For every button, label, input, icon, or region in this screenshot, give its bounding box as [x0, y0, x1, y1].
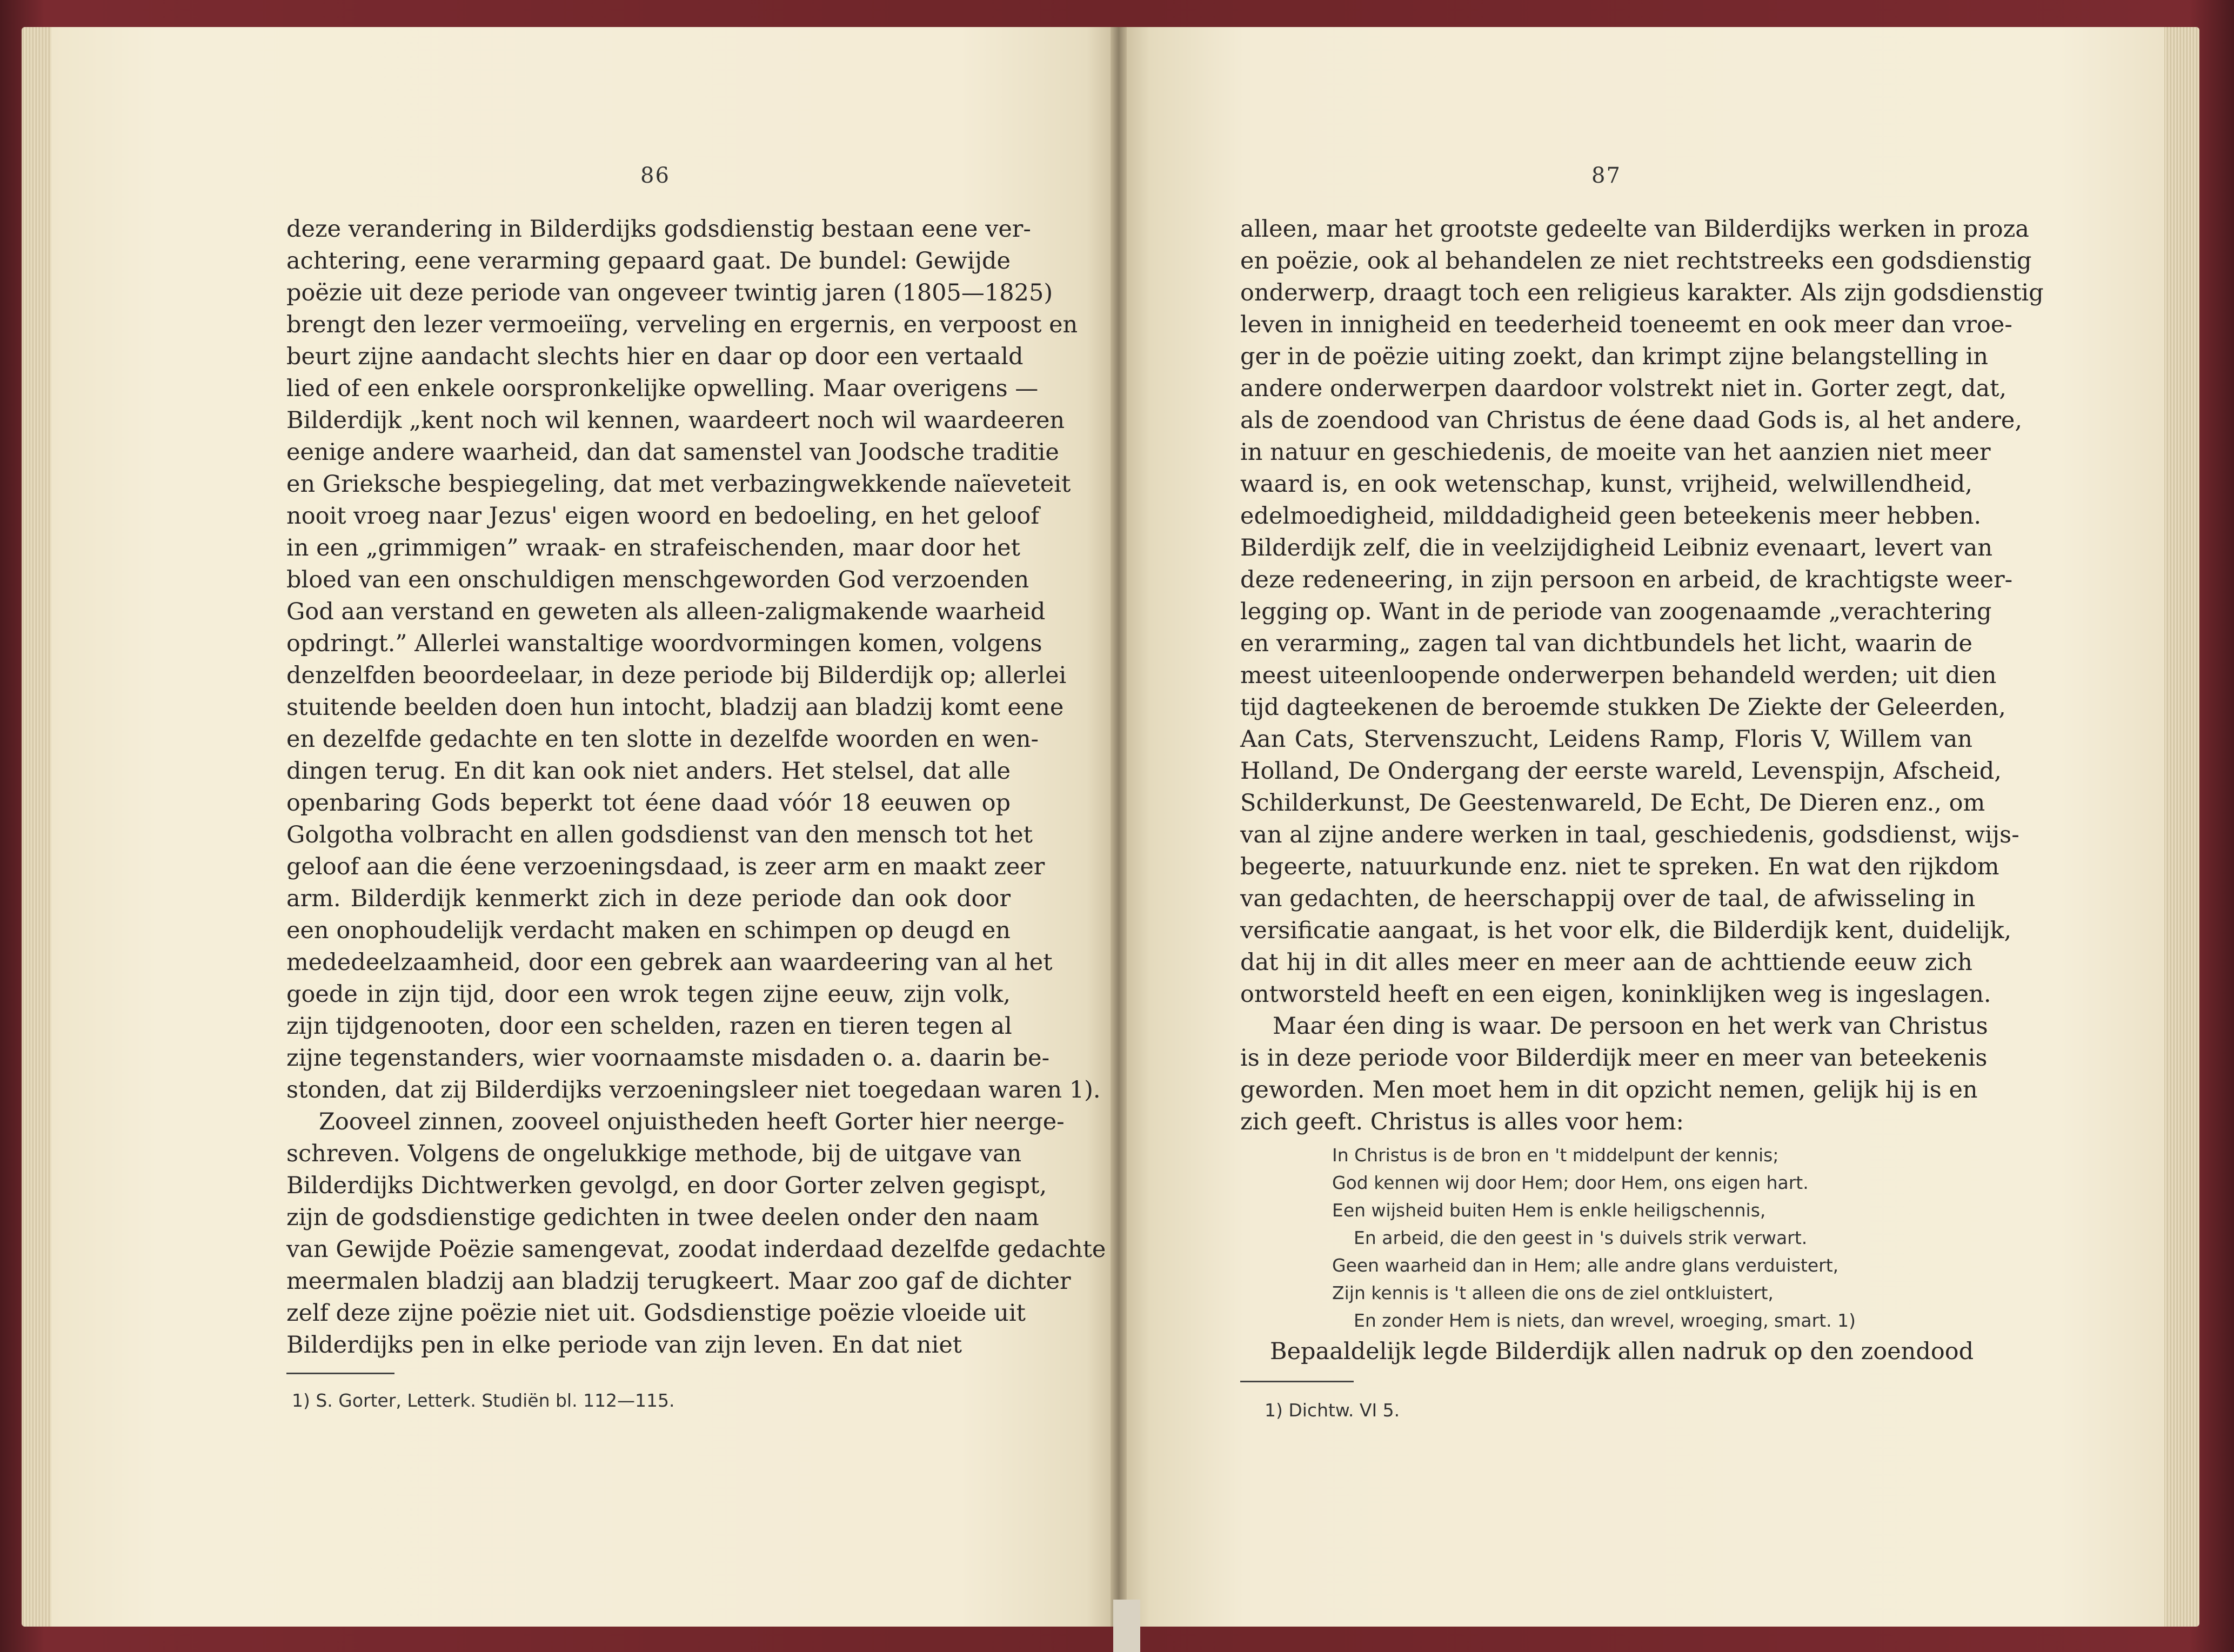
text-line: en verarming„ zagen tal van dichtbundels het licht, waarin de — [1240, 630, 1972, 657]
text-line: achtering, eene verarming gepaard gaat. De bundel: Gewijde — [286, 248, 1011, 275]
text-line: Holland, De Ondergang der eerste wareld, Levenspijn, Afscheid, — [1240, 758, 2002, 785]
text-line: Maar éen ding is waar. De persoon en het werk van Christus — [1273, 1013, 1988, 1040]
text-line: edelmoedigheid, milddadigheid geen beteekenis meer hebben. — [1240, 503, 1982, 530]
poem-line: God kennen wij door Hem; door Hem, ons eigen hart. — [1332, 1172, 1809, 1193]
text-line: dingen terug. En dit kan ook niet anders. Het stelsel, dat alle — [286, 758, 1011, 785]
text-line: in natuur en geschiedenis, de moeite van het aanzien niet meer — [1240, 439, 1991, 466]
poem-line: En zonder Hem is niets, dan wrevel, wroeging, smart. 1) — [1354, 1310, 1856, 1331]
text-line: dat hij in dit alles meer en meer aan de achttiende eeuw zich — [1240, 949, 1972, 976]
text-line: meermalen bladzij aan bladzij terugkeert. Maar zoo gaf de dichter — [286, 1268, 1071, 1295]
text-line: onderwerp, draagt toch een religieus karakter. Als zijn godsdienstig — [1240, 279, 2044, 306]
text-line: denzelfden beoordeelaar, in deze periode bij Bilderdijk op; allerlei — [286, 662, 1067, 689]
text-line: goede in zijn tijd, door een wrok tegen zijne eeuw, zijn volk, — [286, 981, 1011, 1008]
text-line: bloed van een onschuldigen menschgeworden God verzoenden — [286, 566, 1029, 593]
text-line: Schilderkunst, De Geestenwareld, De Echt, De Dieren enz., om — [1240, 790, 1985, 817]
text-line: andere onderwerpen daardoor volstrekt niet in. Gorter zegt, dat, — [1240, 375, 2007, 402]
footnote-rule-left — [286, 1373, 394, 1374]
text-line: van gedachten, de heerschappij over de taal, de afwisseling in — [1240, 885, 1976, 912]
text-line: God aan verstand en geweten als alleen-zaligmakende waarheid — [286, 598, 1046, 625]
text-line: lied of een enkele oorspronkelijke opwelling. Maar overigens — — [286, 375, 1039, 402]
text-line: zelf deze zijne poëzie niet uit. Godsdienstige poëzie vloeide uit — [286, 1300, 1026, 1327]
text-line: opdringt.” Allerlei wanstaltige woordvormingen komen, volgens — [286, 630, 1042, 657]
footnote-rule-right — [1240, 1381, 1354, 1382]
text-line: tijd dagteekenen de beroemde stukken De Ziekte der Geleerden, — [1240, 694, 2006, 721]
poem-line: En arbeid, die den geest in 's duivels strik verwart. — [1354, 1227, 1808, 1248]
text-line: waard is, en ook wetenschap, kunst, vrijheid, welwillendheid, — [1240, 471, 1972, 498]
text-line: ontworsteld heeft en een eigen, koninklijken weg is ingeslagen. — [1240, 981, 1991, 1008]
text-line: mededeelzaamheid, door een gebrek aan waardeering van al het — [286, 949, 1053, 976]
page-number-left: 86 — [640, 163, 670, 188]
text-line: eenige andere waarheid, dan dat samenstel van Joodsche traditie — [286, 439, 1059, 466]
text-line: arm. Bilderdijk kenmerkt zich in deze periode dan ook door — [286, 885, 1011, 912]
text-line: schreven. Volgens de ongelukkige methode, bij de uitgave van — [286, 1140, 1022, 1167]
footnote-left: 1) S. Gorter, Letterk. Studiën bl. 112—115. — [292, 1390, 675, 1411]
text-line: als de zoendood van Christus de éene daad Gods is, al het andere, — [1240, 407, 2023, 434]
text-line: zich geeft. Christus is alles voor hem: — [1240, 1108, 1684, 1135]
text-line: van al zijne andere werken in taal, geschiedenis, godsdienst, wijs- — [1240, 821, 2019, 848]
text-line: een onophoudelijk verdacht maken en schimpen op deugd en — [286, 917, 1011, 944]
text-line: Bepaaldelijk legde Bilderdijk allen nadruk op den zoendood — [1270, 1338, 1974, 1365]
text-line: deze verandering in Bilderdijks godsdienstig bestaan eene ver- — [286, 216, 1031, 243]
text-line: en dezelfde gedachte en ten slotte in dezelfde woorden en wen- — [286, 726, 1039, 753]
text-line: leven in innigheid en teederheid toeneemt en ook meer dan vroe- — [1240, 311, 2012, 338]
text-line: brengt den lezer vermoeiïng, verveling en ergernis, en verpoost en — [286, 311, 1078, 338]
text-line: openbaring Gods beperkt tot éene daad vóór 18 eeuwen op — [286, 790, 1011, 817]
text-line: stonden, dat zij Bilderdijks verzoeningsleer niet toegedaan waren 1). — [286, 1076, 1101, 1103]
text-line: Golgotha volbracht en allen godsdienst van den mensch tot het — [286, 821, 1033, 848]
text-line: en Grieksche bespiegeling, dat met verbazingwekkende naïeveteit — [286, 471, 1071, 498]
left-page-body — [286, 213, 1106, 1361]
page-number-right: 87 — [1591, 163, 1621, 188]
text-line: meest uiteenloopende onderwerpen behandeld werden; uit dien — [1240, 662, 1997, 689]
book-gutter — [1111, 27, 1127, 1627]
text-line: deze redeneering, in zijn persoon en arbeid, de krachtigste weer- — [1240, 566, 2013, 593]
text-line: Bilderdijk zelf, die in veelzijdigheid Leibniz evenaart, levert van — [1240, 534, 1993, 561]
poem-line: In Christus is de bron en 't middelpunt der kennis; — [1332, 1145, 1779, 1166]
text-line: zijn de godsdienstige gedichten in twee deelen onder den naam — [286, 1204, 1039, 1231]
right-page-body — [1240, 213, 2044, 1138]
text-line: stuitende beelden doen hun intocht, bladzij aan bladzij komt eene — [286, 694, 1064, 721]
text-line: Bilderdijks Dichtwerken gevolgd, en door Gorter zelven gegispt, — [286, 1172, 1047, 1199]
text-line: alleen, maar het grootste gedeelte van Bilderdijks werken in proza — [1240, 216, 2029, 243]
text-line: begeerte, natuurkunde enz. niet te spreken. En wat den rijkdom — [1240, 853, 1999, 880]
text-line: en poëzie, ook al behandelen ze niet rechtstreeks een godsdienstig — [1240, 248, 2032, 275]
footnote-right: 1) Dichtw. VI 5. — [1265, 1400, 1400, 1421]
poem-quote — [1332, 1141, 1970, 1334]
poem-line: Geen waarheid dan in Hem; alle andre glans verduistert, — [1332, 1255, 1839, 1276]
text-line: geworden. Men moet hem in dit opzicht nemen, gelijk hij is en — [1240, 1076, 1978, 1103]
right-page-last-line — [1270, 1336, 1972, 1368]
text-line: versificatie aangaat, is het voor elk, die Bilderdijk kent, duidelijk, — [1240, 917, 2012, 944]
text-line: in een „grimmigen” wraak- en strafeischenden, maar door het — [286, 534, 1020, 561]
text-line: ger in de poëzie uiting zoekt, dan krimpt zijne belangstelling in — [1240, 343, 1989, 370]
text-line: is in deze periode voor Bilderdijk meer en meer van beteekenis — [1240, 1045, 1988, 1072]
text-line: Bilderdijks pen in elke periode van zijn leven. En dat niet — [286, 1332, 962, 1359]
text-line: van Gewijde Poëzie samengevat, zoodat inderdaad dezelfde gedachte — [286, 1236, 1106, 1263]
text-line: beurt zijne aandacht slechts hier en daar op door een vertaald — [286, 343, 1024, 370]
text-line: Bilderdijk „kent noch wil kennen, waardeert noch wil waardeeren — [286, 407, 1065, 434]
bookmark-ribbon — [1113, 1600, 1140, 1652]
text-line: nooit vroeg naar Jezus' eigen woord en bedoeling, en het geloof — [286, 503, 1040, 530]
text-line: poëzie uit deze periode van ongeveer twintig jaren (1805—1825) — [286, 279, 1053, 306]
text-line: zijn tijdgenooten, door een schelden, razen en tieren tegen al — [286, 1013, 1012, 1040]
poem-line: Zijn kennis is 't alleen die ons de ziel ontkluistert, — [1332, 1282, 1774, 1303]
text-line: Aan Cats, Stervenszucht, Leidens Ramp, Floris V, Willem van — [1240, 726, 1972, 753]
text-line: zijne tegenstanders, wier voornaamste misdaden o. a. daarin be- — [286, 1045, 1050, 1072]
text-line: geloof aan die éene verzoeningsdaad, is zeer arm en maakt zeer — [286, 853, 1045, 880]
poem-line: Een wijsheid buiten Hem is enkle heiligschennis, — [1332, 1200, 1766, 1221]
text-line: legging op. Want in de periode van zoogenaamde „verachtering — [1240, 598, 1992, 625]
text-line: Zooveel zinnen, zooveel onjuistheden heeft Gorter hier neerge- — [319, 1108, 1065, 1135]
